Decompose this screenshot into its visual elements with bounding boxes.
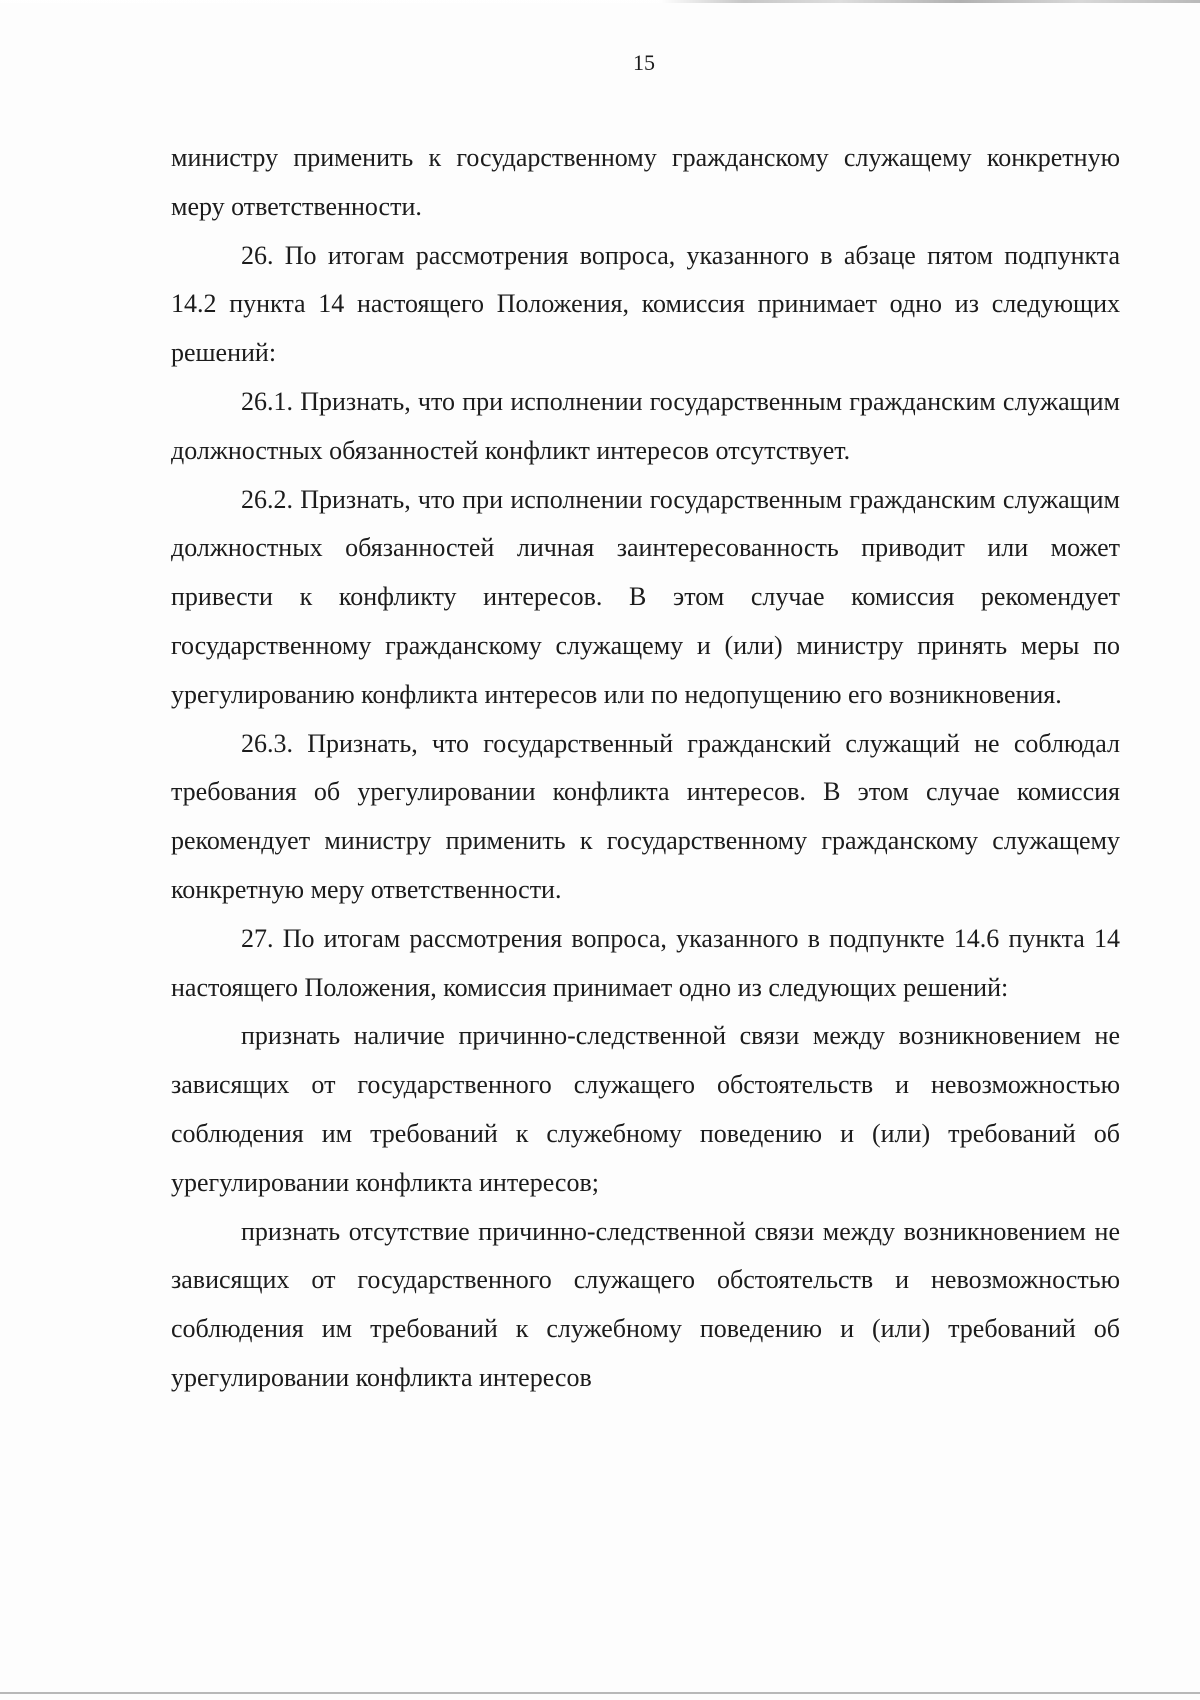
paragraph-decision-presence: признать наличие причинно-следственной связи между возникновением не зависящих от государственного служащего обстоятельств и невозможностью соблюдения им требований к служебному поведению и (или) требований об урегулировании конфликта интересов;	[171, 1021, 1120, 1197]
page-number: 15	[633, 50, 655, 75]
paragraph-item-27: 27. По итогам рассмотрения вопроса, указанного в подпункте 14.6 пункта 14 настоящего Положения, комиссия принимает одно из следующих решений:	[171, 923, 1120, 1002]
paragraph-decision-absence: признать отсутствие причинно-следственной связи между возникновением не зависящих от государственного служащего обстоятельств и невозможностью соблюдения им требований к служебному поведению и (или) требований об урегулировании конфликта интересов	[171, 1216, 1120, 1392]
paragraph-item-26-1: 26.1. Признать, что при исполнении государственным гражданским служащим должностных обязанностей конфликт интересов отсутствует.	[171, 386, 1120, 465]
paragraph-item-26-3: 26.3. Признать, что государственный гражданский служащий не соблюдал требования об урегулировании конфликта интересов. В этом случае комиссия рекомендует министру применить к государственному гражданскому служащему конкретную меру ответственности.	[171, 728, 1120, 904]
scan-top-edge	[0, 0, 1200, 3]
paragraph-item-26-2: 26.2. Признать, что при исполнении государственным гражданским служащим должностных обязанностей личная заинтересованность приводит или может привести к конфликту интересов. В этом случае комиссия рекомендует государственному гражданскому служащему и (или) министру принять меры по урегулированию конфликта интересов или по недопущению его возникновения.	[171, 484, 1120, 709]
paragraph-continuation: министру применить к государственному гражданскому служащему конкретную меру ответственности.	[171, 143, 1120, 221]
paragraph-item-26: 26. По итогам рассмотрения вопроса, указанного в абзаце пятом подпункта 14.2 пункта 14 настоящего Положения, комиссия принимает одно из следующих решений:	[171, 240, 1120, 368]
scan-bottom-edge	[0, 1692, 1200, 1694]
document-body	[171, 134, 1120, 1403]
